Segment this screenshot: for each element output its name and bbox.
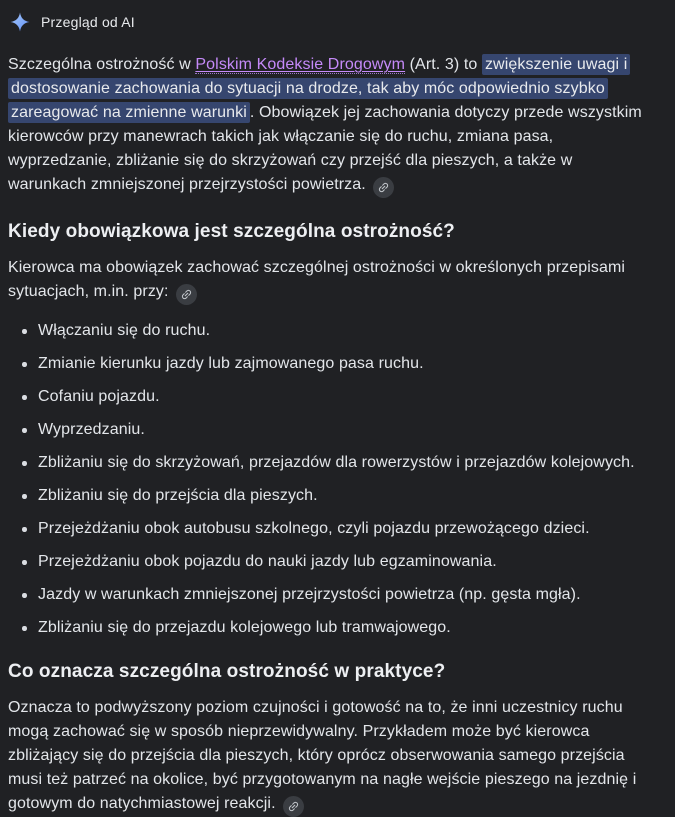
ai-overview-title: Przegląd od AI — [41, 14, 135, 30]
highlighted-answer: zwiększenie uwagi i dostosowanie zachowania do sytuacji na drodze, tak aby móc odpowiednio szybko zareagować na zmienne warunki — [8, 54, 630, 123]
section-heading-when-required: Kiedy obowiązkowa jest szczególna ostrożność? — [8, 221, 455, 242]
citation-link-button-2[interactable] — [176, 284, 197, 305]
list-item: Zbliżaniu się do przejazdu kolejowego lub tramwajowego. — [8, 616, 645, 640]
list-item: Przejeżdżaniu obok pojazdu do nauki jazdy lub egzaminowania. — [8, 550, 645, 574]
citation-link-button-3[interactable] — [283, 796, 304, 817]
list-item: Zbliżaniu się do skrzyżowań, przejazdów dla rowerzystów i przejazdów kolejowych. — [8, 451, 645, 475]
list-item: Zbliżaniu się do przejścia dla pieszych. — [8, 484, 645, 508]
section2-text: Oznacza to podwyższony poziom czujności i gotowość na to, że inni uczestnicy ruchu mogą zachować się w sposób nieprzewidywalny. Przykładem może być kierowca zbliżający się do przejścia dla pieszych, który oprócz obserwowania samego przejścia musi też patrzeć na okolice, być przygotowanym na nagłe wejście pieszego na jezdnię i gotowym do natychmiastowej reakcji. — [8, 699, 637, 812]
list-item: Wyprzedzaniu. — [8, 418, 645, 442]
intro-text-post: . Obowiązek jej zachowania dotyczy przede wszystkim kierowców przy manewrach takich jak włączanie się do ruchu, zmiana pasa, wyprzedzanie, zbliżanie się do skrzyżowań czy przejść dla pieszych, a także w warunkach zmniejszonej przejrzystości powietrza. — [8, 104, 642, 193]
section1-intro-paragraph — [8, 256, 645, 305]
intro-text-pre: Szczególna ostrożność w — [8, 56, 196, 73]
ai-overview-header — [10, 12, 645, 32]
section2-paragraph — [8, 696, 645, 817]
list-item: Włączaniu się do ruchu. — [8, 319, 645, 343]
section1-intro-text: Kierowca ma obowiązek zachować szczególnej ostrożności w określonych przepisami sytuacjach, m.in. przy: — [8, 259, 626, 300]
section-heading-in-practice: Co oznacza szczególna ostrożność w praktyce? — [8, 661, 446, 682]
intro-text-mid: (Art. 3) to — [405, 56, 482, 73]
list-item: Zmianie kierunku jazdy lub zajmowanego pasa ruchu. — [8, 352, 645, 376]
source-link-kodeks-drogowy[interactable]: Polskim Kodeksie Drogowym — [195, 56, 406, 73]
special-caution-situations-list — [8, 319, 645, 640]
list-item: Jazdy w warunkach zmniejszonej przejrzystości powietrza (np. gęsta mgła). — [8, 583, 645, 607]
list-item: Przejeżdżaniu obok autobusu szkolnego, czyli pojazdu przewożącego dzieci. — [8, 517, 645, 541]
intro-paragraph — [8, 53, 645, 198]
citation-link-button-1[interactable] — [373, 177, 394, 198]
list-item: Cofaniu pojazdu. — [8, 385, 645, 409]
ai-sparkle-icon — [10, 12, 30, 32]
